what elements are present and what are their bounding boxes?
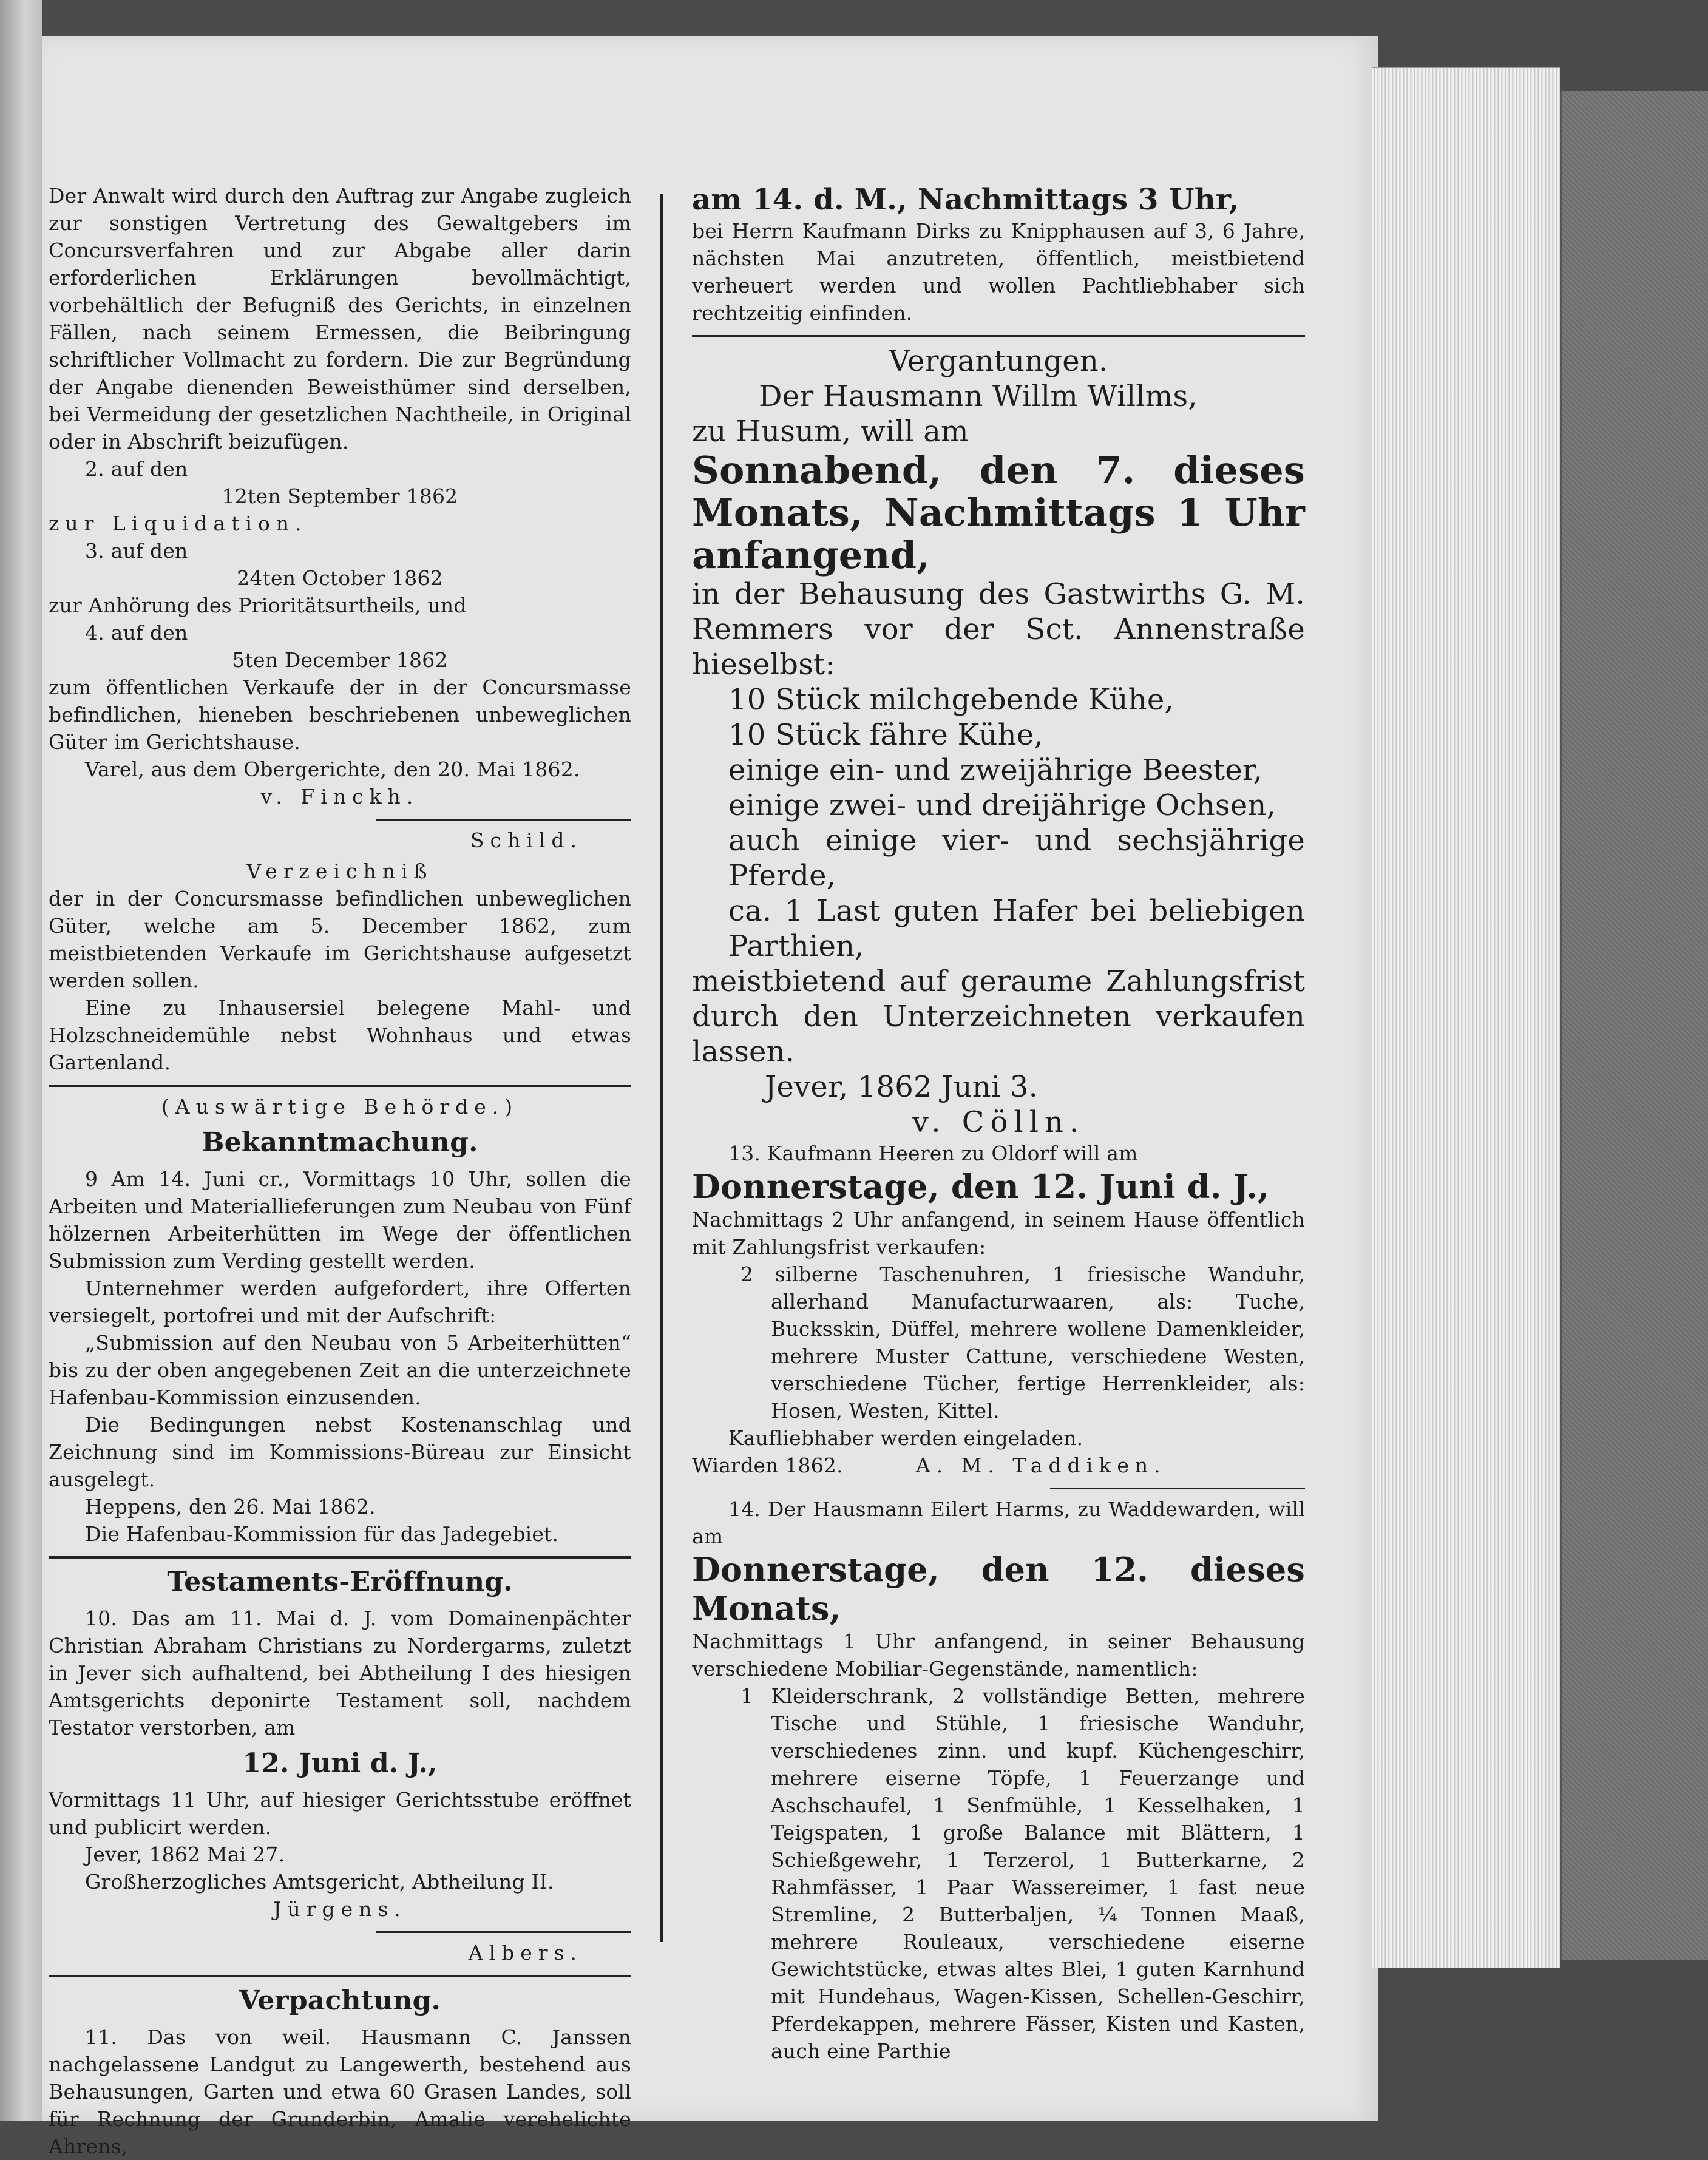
place-date: Varel, aus dem Obergerichte, den 20. Mai 1862.	[85, 757, 580, 781]
date-heading: am 14. d. M., Nachmittags 3 Uhr,	[692, 183, 1239, 217]
paragraph: 11. Das von weil. Hausmann C. Janssen nachgelassene Landgut zu Langewerth, bestehend aus Behausungen, Garten und etwa 60 Grasen Landes, soll für Rechnung der Grunderbin, Amalie verehelichte Ahrens,	[49, 2025, 631, 2158]
divider	[692, 335, 1305, 337]
date-line: 12ten September 1862	[222, 484, 458, 508]
date-heading: 12. Juni d. J.,	[242, 1748, 438, 1779]
divider	[49, 1085, 631, 1087]
paragraph: Vormittags 11 Uhr, auf hiesiger Gerichtsstube eröffnet und publicirt werden.	[49, 1788, 631, 1839]
auction-item: einige ein- und zweijährige Beester,	[728, 753, 1263, 787]
auction-item: einige zwei- und dreijährige Ochsen,	[728, 788, 1276, 822]
paragraph: 4. auf den	[85, 621, 188, 645]
signature: Albers.	[468, 1941, 583, 1965]
signature: v. Cölln.	[912, 1105, 1085, 1139]
paragraph: zur Liquidation.	[49, 512, 308, 535]
signature: v. Finckh.	[260, 785, 419, 808]
paragraph: Eine zu Inhausersiel belegene Mahl- und Holzschneidemühle nebst Wohnhaus und etwas Gartenland.	[49, 996, 631, 1074]
place-date	[692, 1452, 1305, 1479]
divider	[49, 1556, 631, 1559]
left-column	[49, 182, 631, 2160]
paragraph: 13. Kaufmann Heeren zu Oldorf will am	[728, 1142, 1138, 1165]
paragraph: Der Anwalt wird durch den Auftrag zur Angabe zugleich zur sonstigen Vertretung des Gewaltgebers im Concursverfahren und zur Abgabe aller darin erforderlichen Erklärungen bevollmächtigt, vorbehältlich der Befugniß des Gerichts, in einzelnen Fällen, nach seinem Ermessen, die Beibringung schriftlicher Vollmacht zu fordern. Die zur Begründung der Angabe dienenden Beweisthümer sind derselben, bei Vermeidung der gesetzlichen Nachtheile, in Original oder in Abschrift beizufügen.	[49, 184, 631, 453]
paragraph: 10. Das am 11. Mai d. J. vom Domainenpächter Christian Abraham Christians zu Nordergarms, zuletzt in Jever sich aufhaltend, bei Abtheilung I des hiesigen Amtsgerichts deponirte Testament soll, nachdem Testator verstorben, am	[49, 1606, 631, 1739]
paragraph: bei Herrn Kaufmann Dirks zu Knipphausen auf 3, 6 Jahre, nächsten Mai anzutreten, öffentlich, meistbietend verheuert werden und wollen Pachtliebhaber sich rechtzeitig einfinden.	[692, 219, 1305, 325]
section-heading: Vergantungen.	[889, 344, 1108, 378]
date-line: 5ten December 1862	[232, 648, 448, 672]
book-page-edges	[1372, 67, 1560, 1968]
auction-date-heading: Donnerstage, den 12. dieses Monats,	[692, 1550, 1305, 1628]
signature: Die Hafenbau-Kommission für das Jadegebiet.	[85, 1522, 559, 1546]
auction-date-heading: Sonnabend, den 7. dieses Monats, Nachmittags 1 Uhr anfangend,	[692, 448, 1305, 577]
column-divider	[660, 194, 663, 1942]
paragraph: Unternehmer werden aufgefordert, ihre Offerten versiegelt, portofrei und mit der Aufschrift:	[49, 1276, 631, 1327]
facing-page-edge	[0, 0, 42, 2121]
divider	[49, 1975, 631, 1977]
paragraph: 14. Der Hausmann Eilert Harms, zu Waddewarden, will am	[692, 1497, 1305, 1548]
place-date: Jever, 1862 Mai 27.	[85, 1843, 285, 1866]
auction-seller: Der Hausmann Willm Willms,	[759, 379, 1198, 413]
paragraph: zum öffentlichen Verkaufe der in der Concursmasse befindlichen, hieneben beschriebenen unbeweglichen Güter im Gerichtshause.	[49, 675, 631, 754]
divider	[1050, 1488, 1305, 1489]
signature: Schild.	[470, 828, 583, 852]
auction-item-list: 1 Kleiderschrank, 2 vollständige Betten, mehrere Tische und Stühle, 1 friesische Wanduhr, verschiedenes zinn. und kupf. Küchengeschirr, mehrere eiserne Töpfe, 1 Feuerzange und Aschschaufel, 1 Senfmühle, 1 Kesselhaken, 1 Teigspaten, 1 große Balance mit Blättern, 1 Schießgewehr, 1 Terzerol, 1 Butterkarne, 2 Rahmfässer, 1 Paar Wassereimer, 1 fast neue Stremline, 2 Butterbaljen, ¼ Tonnen Maaß, mehrere Rouleaux, verschiedene eiserne Gewichtstücke, etwas altes Blei, 1 guten Karnhund mit Hundehaus, Wagen-Kissen, Schellen-Geschirr, Pferdekappen, mehrere Fässer, Kisten und Kasten, auch eine Parthie	[740, 1684, 1305, 2063]
section-heading: Verpachtung.	[239, 1985, 441, 2016]
paragraph: Nachmittags 2 Uhr anfangend, in seinem Hause öffentlich mit Zahlungsfrist verkaufen:	[692, 1208, 1305, 1259]
auction-location: in der Behausung des Gastwirths G. M. Remmers vor der Sct. Annenstraße hieselbst:	[692, 577, 1305, 682]
divider	[376, 819, 631, 821]
auction-item-list: 2 silberne Taschenuhren, 1 friesische Wanduhr, allerhand Manufacturwaaren, als: Tuche, Bucksskin, Düffel, mehrere wollene Damenkleider, mehrere Muster Cattune, verschiedene Westen, verschiedene Tücher, fertige Herrenkleider, als: Hosen, Westen, Kittel.	[740, 1262, 1305, 1423]
paragraph: Kaufliebhaber werden eingeladen.	[728, 1426, 1083, 1450]
paragraph: 3. auf den	[85, 539, 188, 563]
place-date-text: Wiarden 1862.	[692, 1454, 843, 1477]
signature: Jürgens.	[273, 1897, 407, 1921]
signature: A. M. Taddiken.	[915, 1454, 1167, 1477]
auction-item: 10 Stück milchgebende Kühe,	[728, 683, 1174, 717]
auction-terms: meistbietend auf geraume Zahlungsfrist durch den Unterzeichneten verkaufen lassen.	[692, 964, 1305, 1069]
date-line: 24ten October 1862	[237, 566, 443, 590]
place-date: Jever, 1862 Juni 3.	[765, 1070, 1039, 1104]
paragraph: der in der Concursmasse befindlichen unbeweglichen Güter, welche am 5. December 1862, zum meistbietenden Verkaufe im Gerichtshause aufgesetzt werden sollen.	[49, 887, 631, 992]
section-heading: Testaments-Eröffnung.	[167, 1566, 513, 1597]
divider	[376, 1931, 631, 1933]
court-name: Großherzogliches Amtsgericht, Abtheilung II.	[85, 1870, 554, 1894]
right-column	[692, 182, 1305, 2065]
auction-date-heading: Donnerstage, den 12. Juni d. J.,	[692, 1167, 1270, 1206]
auction-seller-place: zu Husum, will am	[692, 415, 969, 449]
auction-item: 10 Stück fähre Kühe,	[728, 718, 1043, 752]
book-cover	[1560, 91, 1708, 1960]
auction-item: auch einige vier- und sechsjährige Pferde,	[728, 824, 1305, 893]
paragraph: „Submission auf den Neubau von 5 Arbeiterhütten“ bis zu der oben angegebenen Zeit an die unterzeichnete Hafenbau-Kommission einzusenden.	[49, 1331, 631, 1409]
section-heading: Bekanntmachung.	[202, 1127, 478, 1158]
paragraph: 2. auf den	[85, 457, 188, 481]
paragraph: 9 Am 14. Juni cr., Vormittags 10 Uhr, sollen die Arbeiten und Materiallieferungen zum Neubau von Fünf hölzernen Arbeiterhütten im Wege der öffentlichen Submission zum Verding gestellt werden.	[49, 1167, 631, 1273]
paragraph: zur Anhörung des Prioritätsurtheils, und	[49, 594, 467, 617]
paragraph: Nachmittags 1 Uhr anfangend, in seiner Behausung verschiedene Mobiliar-Gegenstände, namentlich:	[692, 1630, 1305, 1681]
list-title: Verzeichniß	[246, 859, 433, 883]
paragraph: Die Bedingungen nebst Kostenanschlag und Zeichnung sind im Kommissions-Büreau zur Einsicht ausgelegt.	[49, 1413, 631, 1491]
place-date: Heppens, den 26. Mai 1862.	[85, 1495, 376, 1518]
section-label: (Auswärtige Behörde.)	[161, 1095, 519, 1119]
auction-item: ca. 1 Last guten Hafer bei beliebigen Parthien,	[728, 894, 1305, 963]
